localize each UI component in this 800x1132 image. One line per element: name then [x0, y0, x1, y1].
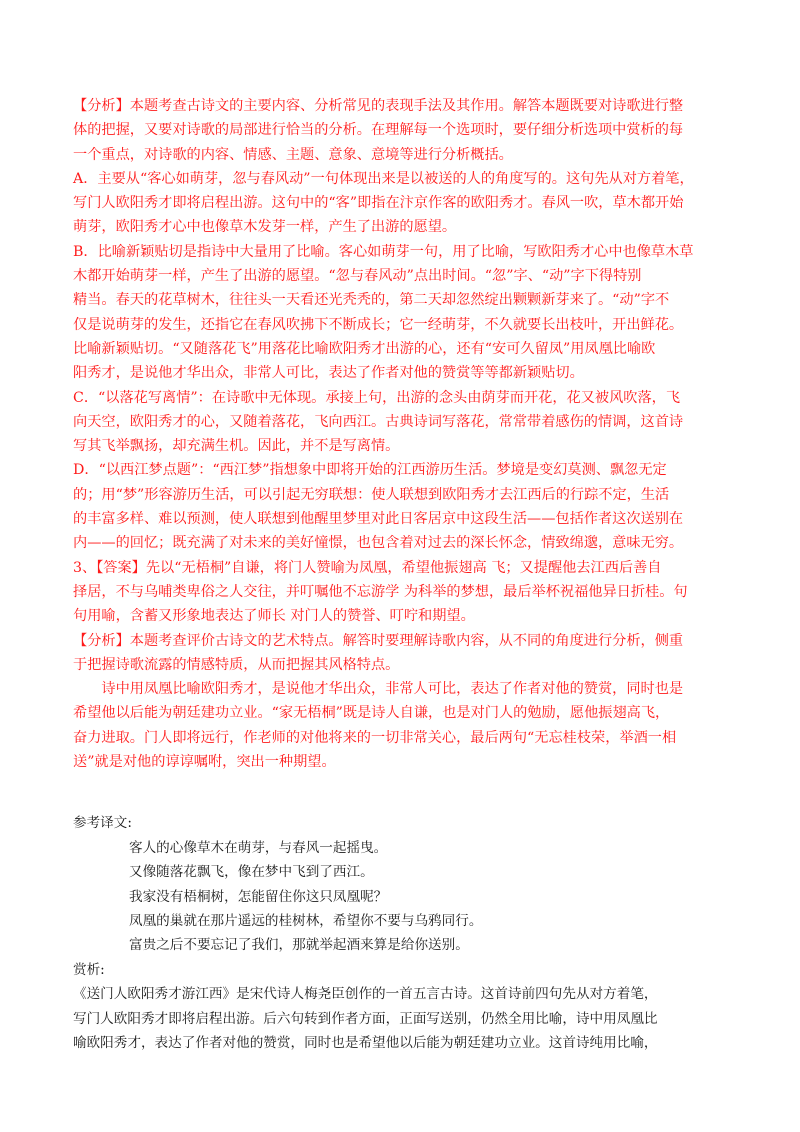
answer-line: 木都开始萌芽一样，产生了出游的愿望。“忽与春风动”点出时间。“忽”字、“动”字下得特别 [73, 268, 642, 285]
translation-heading: 参考译文: [73, 815, 132, 832]
translation-line: 又像随落花飘飞，像在梦中飞到了西江。 [129, 864, 374, 881]
answer-line: D．“以西江梦点题”：“西江梦”指想象中即将开始的江西游历生活。梦境是变幻莫测、飘忽无定 [73, 462, 667, 479]
appreciation-line: 《送门人欧阳秀才游江西》是宋代诗人梅尧臣创作的一首五言古诗。这首诗前四句先从对方着笔， [73, 986, 658, 1003]
answer-line: 萌芽，欧阳秀才心中也像草木发芽一样，产生了出游的愿望。 [73, 219, 457, 236]
analysis-paragraph-line: 送”就是对他的谆谆嘱咐，突出一种期望。 [73, 754, 336, 771]
answer-line: 写门人欧阳秀才即将启程出游。这句中的“客”即指在汴京作客的欧阳秀才。春风一吹，草木都开始 [73, 195, 684, 212]
analysis-paragraph-line: 诗中用凤凰比喻欧阳秀才，是说他才华出众，非常人可比，表达了作者对他的赞赏，同时也是 [101, 681, 684, 698]
appreciation-line: 喻欧阳秀才，表达了作者对他的赞赏，同时也是希望他以后能为朝廷建功立业。这首诗纯用比喻， [73, 1034, 658, 1051]
translation-line: 我家没有梧桐树，怎能留住你这只凤凰呢？ [129, 888, 388, 905]
answer-line: 于把握诗歌流露的情感特质，从而把握其风格特点。 [73, 656, 400, 673]
answer-line: 句用喻，含蓄又形象地表达了师长 对门人的赞誉、叮咛和期望。 [73, 608, 475, 625]
answer-line: 一个重点，对诗歌的内容、情感、主题、意象、意境等进行分析概括。 [73, 146, 513, 163]
answer-line: C．“以落花写离情”：在诗歌中无体现。承接上句，出游的念头由荫芽而开花，花又被风吹落，飞 [73, 389, 681, 406]
translation-section [73, 811, 733, 957]
translation-line: 凤凰的巢就在那片遥远的桂树林，希望你不要与乌鸦同行。 [129, 912, 483, 929]
answer-line: 比喻新颖贴切。“又随落花飞”用落花比喻欧阳秀才出游的心，还有“安可久留凤”用凤凰比喻欧 [73, 340, 656, 357]
answer-line: B．比喻新颖贴切是指诗中大量用了比喻。客心如萌芽一句，用了比喻，写欧阳秀才心中也像草木草 [73, 243, 694, 260]
answer-line: 3、【答案】先以“无梧桐”自谦，将门人赞喻为凤凰，希望他振翅高 飞；又提醒他去江西后善自 [73, 559, 662, 576]
answer-line: A．主要从“客心如萌芽，忽与春风动”一句体现出来是以被送的人的角度写的。这句先从对方着笔， [73, 170, 694, 187]
answer-line: 【分析】本题考查评价古诗文的艺术特点。解答时要理解诗歌内容，从不同的角度进行分析，侧重 [73, 632, 684, 649]
answer-line: 的；用“梦”形容游历生活，可以引起无穷联想：使人联想到欧阳秀才去江西后的行踪不定，生活 [73, 486, 670, 503]
analysis-paragraph-line: 希望他以后能为朝廷建功立业。“家无梧桐”既是诗人自谦，也是对门人的勉励，愿他振翅高飞， [73, 705, 670, 722]
document-page [73, 94, 733, 1055]
answer-line: 择居，不与乌哺类卑俗之人交往，并叮嘱他不忘游学 为科举的梦想，最后举杯祝福他异日折桂。句 [73, 583, 688, 600]
appreciation-section [73, 958, 733, 1056]
answer-line: 写其飞举飘扬，却充满生机。因此，并不是写离情。 [73, 438, 400, 455]
answer-line: 阳秀才，是说他才华出众，非常人可比，表达了作者对他的赞赏等等都新颖贴切。 [73, 365, 584, 382]
translation-line: 客人的心像草木在萌芽，与春风一起摇曳。 [129, 839, 388, 856]
appreciation-heading: 赏析: [73, 961, 105, 978]
answer-line: 【分析】本题考查古诗文的主要内容、分析常见的表现手法及其作用。解答本题既要对诗歌进行整 [73, 98, 684, 114]
section-spacer [73, 774, 733, 811]
answer-line: 内——的回忆；既充满了对未来的美好憧憬，也包含着对过去的深长怀念，情致绵邈，意味无穷。 [73, 535, 684, 552]
translation-line: 富贵之后不要忘记了我们，那就举起酒来算是给你送别。 [129, 937, 469, 954]
analysis-paragraph-line: 奋力进取。门人即将远行，作老师的对他将来的一切非常关心，最后两句“无忘桂枝荣，举酒一相 [73, 729, 677, 746]
answer-line: 精当。春天的花草树木，往往头一天看还光秃秃的，第二天却忽然绽出颗颗新芽来了。“动”字不 [73, 292, 670, 309]
answer-line: 仅是说萌芽的发生，还指它在春风吹拂下不断成长；它一经萌芽，不久就要长出枝叶，开出鲜花。 [73, 316, 684, 333]
answer-section [73, 94, 733, 774]
answer-line: 向天空，欧阳秀才的心，又随着落花，飞向西江。古典诗词写落花，常常带着感伤的情调，这首诗 [73, 413, 684, 430]
appreciation-line: 写门人欧阳秀才即将启程出游。后六句转到作者方面，正面写送别，仍然全用比喻，诗中用凤凰比 [73, 1010, 658, 1027]
answer-line: 的丰富多样、难以预测，使人联想到他醒里梦里对此日客居京中这段生活——包括作者这次送别在 [73, 511, 684, 528]
answer-line: 体的把握，又要对诗歌的局部进行恰当的分析。在理解每一个选项时，要仔细分析选项中赏析的每 [73, 122, 684, 139]
